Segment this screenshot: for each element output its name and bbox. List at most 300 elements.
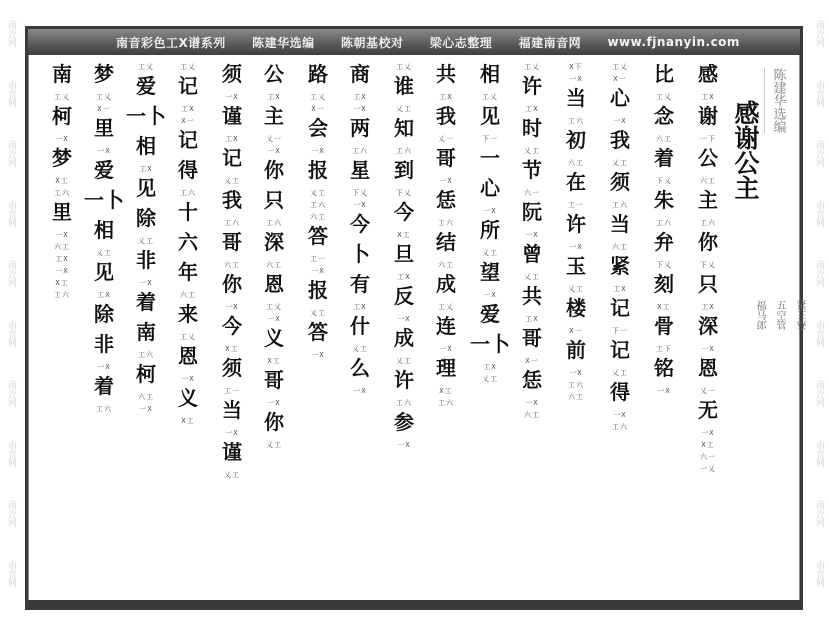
notation-symbol: 工X	[439, 93, 453, 101]
notation-symbol: 工X	[267, 93, 281, 101]
lyric-character: 非	[136, 248, 156, 272]
notation-symbol: 一X	[657, 387, 671, 395]
lyric-character: 我	[222, 188, 242, 212]
lyric-character: 路	[308, 62, 328, 86]
notation-symbol: 六工	[568, 393, 584, 401]
lyric-character: 成	[436, 272, 456, 296]
notation-symbol: 工X	[181, 105, 195, 113]
lyric-character: 见	[94, 260, 114, 284]
lyric-character: 什	[350, 314, 370, 338]
notation-symbol: X工	[657, 303, 671, 311]
notation-symbol: 工一	[224, 387, 240, 395]
lyric-character: 答	[308, 320, 328, 344]
lyric-character: 柯	[136, 362, 156, 386]
notation-symbol: 乂一	[700, 387, 716, 395]
notation-symbol: 工六	[700, 219, 716, 227]
notation-symbol: 工乂	[612, 63, 628, 71]
notation-symbol: 工六	[352, 147, 368, 155]
lyric-character: 见	[480, 104, 500, 128]
lyric-character: 恩	[264, 272, 284, 296]
notation-column	[84, 60, 124, 594]
notation-symbol: 乂工	[482, 375, 498, 383]
lyric-character: 节	[522, 158, 542, 182]
notation-symbol: 工乂	[54, 93, 70, 101]
attribution-item: 紧三寮	[794, 300, 805, 330]
notation-symbol: 工X	[353, 93, 367, 101]
lyric-character: 骨	[654, 314, 674, 338]
lyric-character: 主	[264, 104, 284, 128]
lyric-character: 我	[436, 104, 456, 128]
notation-column	[212, 60, 252, 594]
lyric-character: 前	[566, 338, 586, 362]
notation-symbol: 下一	[612, 327, 628, 335]
attribution-item: 福马郎	[754, 300, 765, 330]
notation-column	[470, 60, 510, 594]
notation-symbol: 乂工	[224, 471, 240, 479]
notation-symbol: 工六	[568, 381, 584, 389]
notation-symbol: 六工	[310, 213, 326, 221]
notation-symbol: X一	[525, 357, 539, 365]
lyric-character: 记	[178, 74, 198, 98]
lyric-character: 除	[136, 206, 156, 230]
watermark-text: 南音网	[6, 139, 16, 167]
notation-symbol: 工乂	[310, 93, 326, 101]
notation-symbol: X一	[97, 105, 111, 113]
lyric-character: 南	[136, 320, 156, 344]
lyric-character: 今	[222, 314, 242, 338]
editor-credit	[764, 68, 787, 133]
notation-symbol: 一X	[267, 315, 281, 323]
lyric-character: 在	[566, 170, 586, 194]
lyric-character: 今	[394, 200, 414, 224]
watermark-text: 南音网	[6, 259, 16, 287]
notation-symbol: 工六	[54, 189, 70, 197]
proofreader-credit: 陈朝基校对	[340, 35, 404, 50]
notation-symbol: 工乂	[180, 63, 196, 71]
notation-symbol: 工乂	[96, 93, 112, 101]
watermark-text: 南音网	[814, 379, 824, 407]
lyric-character: 主	[698, 188, 718, 212]
lyric-character: 铭	[654, 356, 674, 380]
lyric-character: 许	[394, 368, 414, 392]
lyric-character: 念	[654, 104, 674, 128]
watermark-text: 南音网	[6, 379, 16, 407]
notation-column	[298, 60, 338, 594]
notation-symbol: 下乂	[656, 261, 672, 269]
lyric-character: 须	[610, 170, 630, 194]
lyric-character: 所	[480, 218, 500, 242]
lyric-character: 两	[350, 116, 370, 140]
notation-symbol: 六工	[524, 411, 540, 419]
lyric-character: 里	[52, 200, 72, 224]
notation-symbol: 一X	[483, 291, 497, 299]
notation-symbol: 一X	[55, 267, 69, 275]
notation-column	[688, 60, 728, 594]
notation-symbol: 一X	[397, 441, 411, 449]
notation-symbol: 六工	[138, 393, 154, 401]
lyric-character: 弁	[654, 230, 674, 254]
notation-symbol: 乂工	[352, 345, 368, 353]
watermark-text: 南音网	[814, 19, 824, 47]
notation-symbol: 下乂	[396, 189, 412, 197]
series-title: 南音彩色工X谱系列	[116, 35, 226, 50]
lyric-character: 着	[654, 146, 674, 170]
watermark-text: 南音网	[6, 559, 16, 587]
notation-symbol: 工乂	[482, 93, 498, 101]
notation-symbol: 工X	[525, 315, 539, 323]
lyric-character: 你	[264, 410, 284, 434]
notation-symbol: 工六	[54, 291, 70, 299]
watermark-text: 南音网	[814, 79, 824, 107]
lyric-character: 你	[698, 230, 718, 254]
notation-symbol: 一X	[97, 147, 111, 155]
lyric-character: 紧	[610, 254, 630, 278]
watermark-text: 南音网	[6, 499, 16, 527]
lyric-character: 只	[698, 272, 718, 296]
notation-symbol: 六工	[54, 243, 70, 251]
lyric-character: 共	[436, 62, 456, 86]
notation-symbol: 工乂	[396, 63, 412, 71]
notation-symbol: 一X	[483, 207, 497, 215]
lyric-character: 心	[480, 176, 500, 200]
attribution-item: 五空管	[774, 300, 785, 330]
lyric-character: 记	[222, 146, 242, 170]
notation-symbol: 工X	[701, 93, 715, 101]
notation-symbol: 下乂	[656, 177, 672, 185]
notation-symbol: 下一	[482, 135, 498, 143]
lyric-character: 十	[178, 200, 198, 224]
lyric-character: 哥	[222, 230, 242, 254]
notation-symbol: 一X	[569, 369, 583, 377]
watermark-text: 南音网	[6, 79, 16, 107]
lyric-character: 里	[94, 116, 114, 140]
lyric-character: 公	[264, 62, 284, 86]
lyric-character: 相	[136, 134, 156, 158]
lyric-character: 旦	[394, 242, 414, 266]
lyric-character: 相	[480, 62, 500, 86]
notation-symbol: 工六	[138, 351, 154, 359]
notation-symbol: 六一	[524, 189, 540, 197]
lyric-character: 到	[394, 158, 414, 182]
notation-symbol: 工X	[613, 285, 627, 293]
lyric-character: 哥	[522, 326, 542, 350]
notation-symbol: 乂一	[266, 135, 282, 143]
notation-symbol: X工	[55, 279, 69, 287]
lyric-character: 得	[178, 158, 198, 182]
lyric-character: 你	[222, 272, 242, 296]
notation-symbol: X工	[267, 357, 281, 365]
lyric-character: 记	[610, 296, 630, 320]
notation-symbol: 一X	[353, 387, 367, 395]
watermark-text: 南音网	[6, 319, 16, 347]
notation-column	[126, 60, 166, 594]
notation-symbol: 六工	[612, 243, 628, 251]
notation-symbol: 乂工	[524, 273, 540, 281]
notation-column	[42, 60, 82, 594]
site-name: 福建南音网	[518, 35, 582, 50]
lyric-character: 无	[698, 398, 718, 422]
notation-symbol: 一下	[700, 135, 716, 143]
notation-symbol: 下乂	[352, 189, 368, 197]
lyric-character: 当	[566, 86, 586, 110]
lyric-character: 当	[222, 398, 242, 422]
notation-symbol: 六工	[266, 261, 282, 269]
notation-symbol: X工	[181, 417, 195, 425]
lyric-character: 会	[308, 116, 328, 140]
lyric-character: 见	[136, 176, 156, 200]
lyric-character: 成	[394, 326, 414, 350]
notation-symbol: 工六	[266, 219, 282, 227]
notation-symbol: 乂工	[224, 177, 240, 185]
lyric-character: 有	[350, 272, 370, 296]
lyric-character: 着	[94, 374, 114, 398]
notation-symbol: X工	[225, 345, 239, 353]
lyric-character: 许	[522, 74, 542, 98]
notation-symbol: 工一	[310, 255, 326, 263]
notation-symbol: 一X	[397, 315, 411, 323]
lyric-character: 恁	[522, 368, 542, 392]
notation-symbol: 乂工	[612, 159, 628, 167]
notation-symbol: 工六	[438, 219, 454, 227]
lyric-character: 今	[350, 212, 370, 236]
lyric-character: 哥	[436, 146, 456, 170]
notation-symbol: 工乂	[138, 63, 154, 71]
notation-symbol: 工乂	[656, 93, 672, 101]
arranger-credit: 梁心志整理	[429, 35, 493, 50]
lyric-character: 一卜	[470, 332, 510, 356]
lyric-character: 爱	[94, 158, 114, 182]
lyric-character: 一卜	[84, 188, 124, 212]
notation-symbol: 乂工	[266, 441, 282, 449]
lyric-character: 南	[52, 62, 72, 86]
notation-symbol: 乂工	[396, 357, 412, 365]
notation-symbol: 工六	[310, 201, 326, 209]
notation-symbol: 工X	[353, 303, 367, 311]
lyric-character: 望	[480, 260, 500, 284]
lyric-character: 共	[522, 284, 542, 308]
notation-symbol: 工六	[396, 147, 412, 155]
header-bar	[28, 29, 800, 55]
notation-symbol: 一X	[267, 399, 281, 407]
notation-symbol: X工	[701, 441, 715, 449]
lyric-character: 记	[178, 128, 198, 152]
lyric-character: 商	[350, 62, 370, 86]
notation-symbol: 一X	[525, 399, 539, 407]
watermark-right	[810, 0, 828, 635]
notation-symbol: 一X	[55, 135, 69, 143]
lyric-character: 除	[94, 302, 114, 326]
notation-symbol: 一X	[525, 231, 539, 239]
watermark-text: 南音网	[814, 499, 824, 527]
lyric-character: 深	[698, 314, 718, 338]
notation-symbol: 一X	[569, 243, 583, 251]
lyric-character: 楼	[566, 296, 586, 320]
notation-symbol: 乂工	[568, 285, 584, 293]
lyric-character: 须	[222, 356, 242, 380]
lyric-character: 答	[308, 224, 328, 248]
lyric-character: 深	[264, 230, 284, 254]
notation-symbol: 一X	[139, 405, 153, 413]
notation-column	[384, 60, 424, 594]
notation-column	[556, 60, 596, 594]
lyric-character: 理	[436, 356, 456, 380]
notation-symbol: 乂工	[96, 249, 112, 257]
notation-symbol: 工X	[97, 291, 111, 299]
watermark-text: 南音网	[814, 559, 824, 587]
notation-symbol: 乂工	[396, 105, 412, 113]
notation-symbol: 工六	[438, 399, 454, 407]
notation-symbol: 工X	[139, 165, 153, 173]
notation-symbol: X工	[55, 177, 69, 185]
lyric-character: 我	[610, 128, 630, 152]
lyric-character: 非	[94, 332, 114, 356]
editor-text: 陈建华选编	[770, 68, 786, 133]
notation-symbol: 一X	[55, 231, 69, 239]
lyric-character: 爱	[136, 74, 156, 98]
watermark-text: 南音网	[6, 439, 16, 467]
lyric-character: 你	[264, 158, 284, 182]
lyric-character: 梦	[94, 62, 114, 86]
lyric-character: 朱	[654, 188, 674, 212]
notation-symbol: 一X	[353, 201, 367, 209]
lyric-character: 年	[178, 260, 198, 284]
lyric-character: 恩	[698, 356, 718, 380]
lyric-character: 爱	[480, 302, 500, 326]
notation-column	[512, 60, 552, 594]
lyric-character: 报	[308, 158, 328, 182]
lyric-character: 反	[394, 284, 414, 308]
notation-symbol: 六工	[568, 159, 584, 167]
notation-symbol: 六工	[180, 291, 196, 299]
notation-symbol: 工六	[224, 219, 240, 227]
lyric-character: 卜	[350, 242, 370, 266]
watermark-text: 南音网	[6, 19, 16, 47]
notation-symbol: X下	[569, 63, 583, 71]
notation-symbol: 一X	[613, 411, 627, 419]
notation-symbol: 一X	[613, 117, 627, 125]
selector-credit: 陈建华选编	[252, 35, 315, 50]
lyric-character: 时	[522, 116, 542, 140]
lyric-character: 星	[350, 158, 370, 182]
notation-symbol: 工X	[483, 363, 497, 371]
watermark-text: 南音网	[814, 439, 824, 467]
lyric-character: 义	[264, 326, 284, 350]
notation-symbol: 一X	[97, 363, 111, 371]
notation-symbol: 乂一	[438, 135, 454, 143]
notation-column	[168, 60, 208, 594]
notation-symbol: 一X	[439, 345, 453, 353]
song-title-text: 感谢公主	[731, 100, 760, 200]
notation-symbol: 工六	[612, 201, 628, 209]
watermark-text: 南音网	[814, 259, 824, 287]
notation-symbol: 乂工	[524, 147, 540, 155]
notation-symbol: 六工	[224, 261, 240, 269]
notation-symbol: X一	[569, 327, 583, 335]
notation-symbol: 六工	[438, 261, 454, 269]
notation-symbol: 工六	[396, 399, 412, 407]
lyric-character: 梦	[52, 146, 72, 170]
notation-symbol: 工X	[397, 273, 411, 281]
notation-symbol: 一X	[439, 177, 453, 185]
notation-symbol: 乂工	[612, 369, 628, 377]
watermark-left	[2, 0, 20, 635]
notation-column	[600, 60, 640, 594]
notation-symbol: 一X	[353, 105, 367, 113]
lyric-character: 谢	[698, 104, 718, 128]
lyric-character: 报	[308, 278, 328, 302]
notation-symbol: X一	[613, 75, 627, 83]
notation-symbol: 工乂	[180, 333, 196, 341]
notation-symbol: 工六	[656, 219, 672, 227]
notation-symbol: X一	[181, 117, 195, 125]
song-title	[728, 100, 762, 200]
notation-symbol: 一X	[267, 147, 281, 155]
notation-symbol: 一X	[569, 75, 583, 83]
notation-symbol: 工乂	[438, 303, 454, 311]
notation-symbol: 工乂	[266, 303, 282, 311]
lyric-character: 知	[394, 116, 414, 140]
lyric-character: 须	[222, 62, 242, 86]
notation-symbol: 一X	[181, 375, 195, 383]
notation-symbol: 工下	[656, 345, 672, 353]
lyric-character: 连	[436, 314, 456, 338]
notation-symbol: X工	[397, 231, 411, 239]
notation-column	[644, 60, 684, 594]
frame-bottom-bar	[25, 600, 803, 610]
lyric-character: 相	[94, 218, 114, 242]
lyric-character: 刻	[654, 272, 674, 296]
lyric-character: 当	[610, 212, 630, 236]
notation-column	[340, 60, 380, 594]
lyric-character: 一卜	[126, 104, 166, 128]
notation-symbol: 一X	[139, 279, 153, 287]
notation-column	[426, 60, 466, 594]
notation-symbol: 工乂	[524, 63, 540, 71]
lyric-character: 义	[178, 386, 198, 410]
lyric-character: 来	[178, 302, 198, 326]
notation-column	[254, 60, 294, 594]
lyric-character: 着	[136, 290, 156, 314]
notation-symbol: 工六	[96, 405, 112, 413]
notation-symbol: 乂工	[310, 309, 326, 317]
lyric-character: 公	[698, 146, 718, 170]
notation-symbol: 工X	[55, 255, 69, 263]
notation-symbol: 一X	[701, 429, 715, 437]
lyric-character: 参	[394, 410, 414, 434]
lyric-character: 谨	[222, 104, 242, 128]
notation-symbol: 乂工	[138, 237, 154, 245]
lyric-character: 么	[350, 356, 370, 380]
lyric-character: 曾	[522, 242, 542, 266]
notation-symbol: 工X	[701, 303, 715, 311]
notation-symbol: 下乂	[700, 261, 716, 269]
lyric-character: 结	[436, 230, 456, 254]
notation-symbol: 一X	[225, 429, 239, 437]
notation-symbol: 一X	[311, 147, 325, 155]
lyric-character: 一	[480, 146, 500, 170]
lyric-character: 心	[610, 86, 630, 110]
notation-symbol: 一乂	[700, 465, 716, 473]
lyric-character: 感	[698, 62, 718, 86]
lyric-character: 比	[654, 62, 674, 86]
lyric-character: 六	[178, 230, 198, 254]
watermark-text: 南音网	[814, 319, 824, 347]
notation-symbol: 一X	[701, 345, 715, 353]
notation-symbol: 工一	[568, 201, 584, 209]
watermark-text: 南音网	[6, 199, 16, 227]
notation-symbol: 乂工	[310, 189, 326, 197]
watermark-text: 南音网	[814, 139, 824, 167]
